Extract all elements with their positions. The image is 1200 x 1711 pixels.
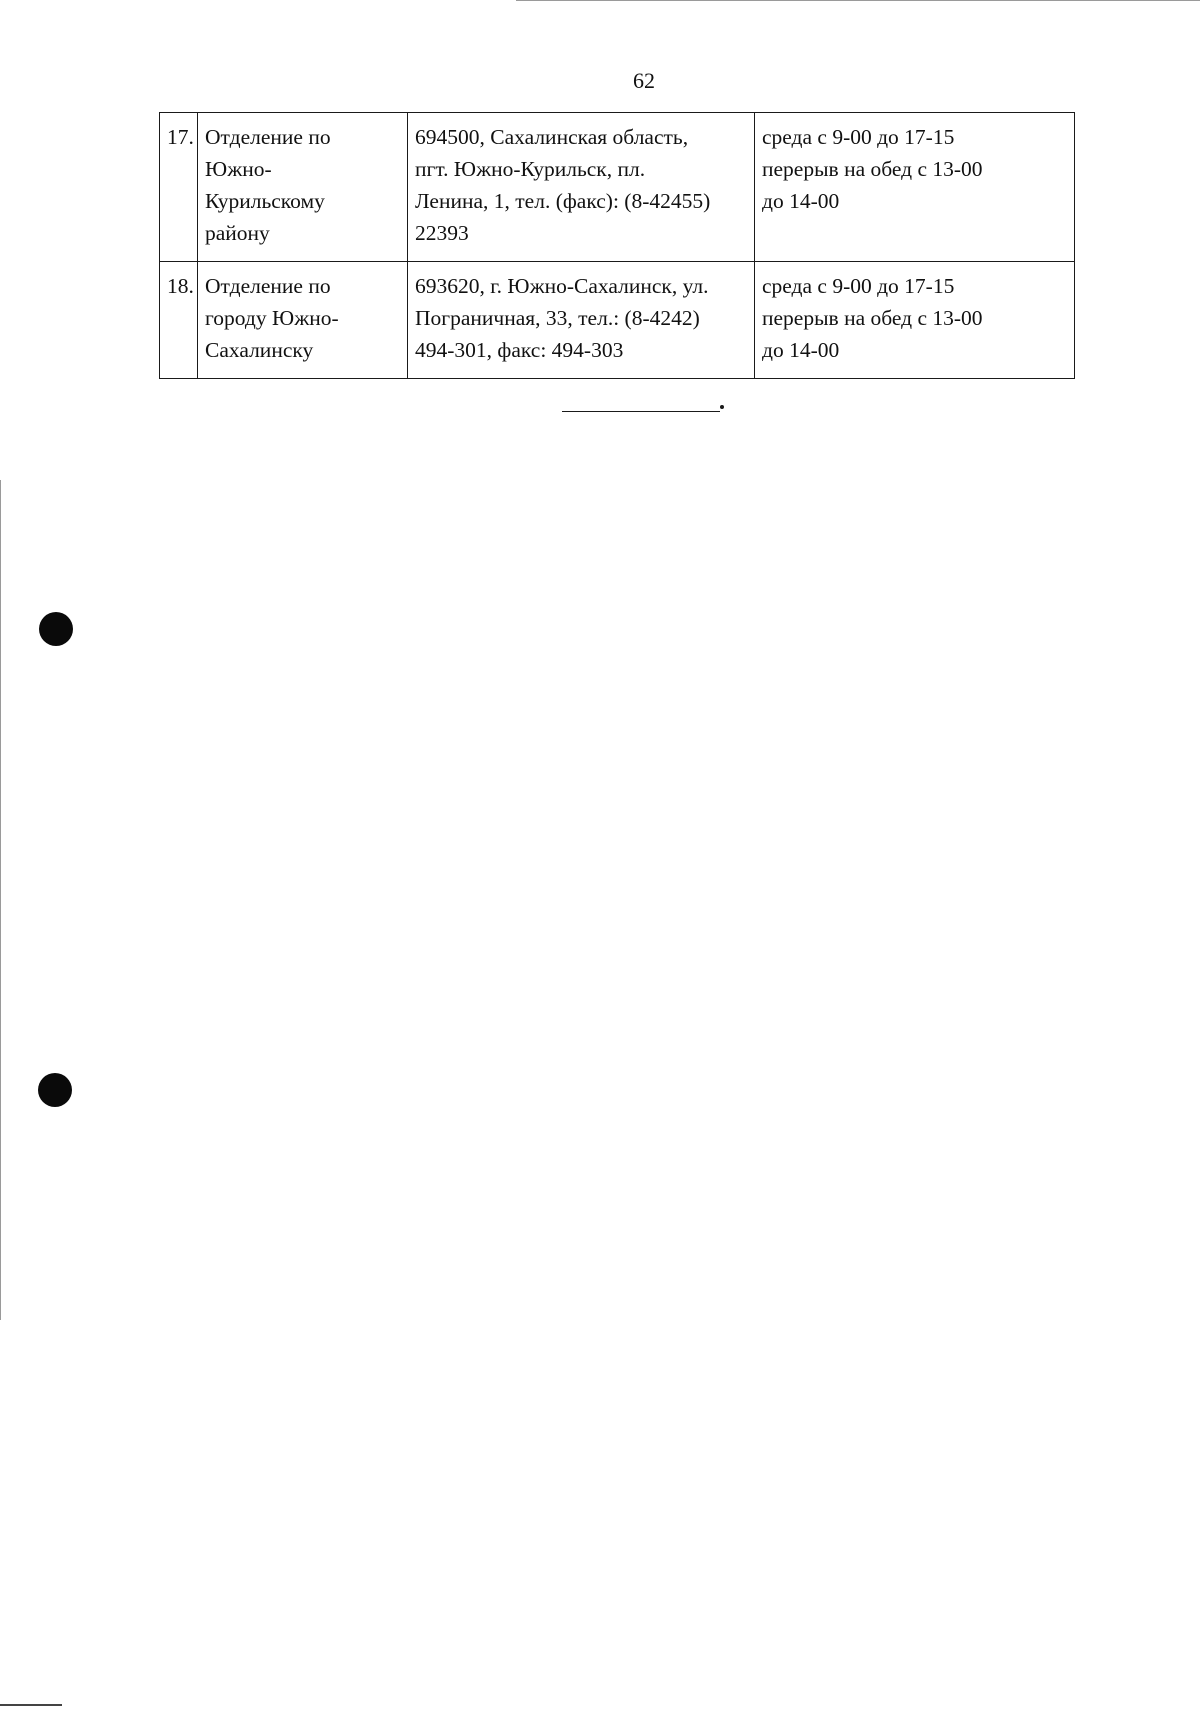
row-number: 18. <box>167 274 194 298</box>
page-number: 62 <box>633 68 655 93</box>
punch-hole <box>39 612 73 646</box>
table-row <box>160 262 1075 379</box>
scan-edge-left <box>0 480 1 1320</box>
scan-edge-bottom <box>0 1704 62 1706</box>
scan-edge-top <box>516 0 1200 1</box>
row-number-cell <box>160 113 198 262</box>
end-mark-dot <box>720 405 724 409</box>
row-number-cell <box>160 262 198 379</box>
office-table <box>159 112 1075 379</box>
office-name: Отделение по Южно- Курильскому району <box>205 125 331 245</box>
office-hours: среда с 9-00 до 17-15 перерыв на обед с 13-00 до 14-00 <box>762 274 983 362</box>
end-of-document-line <box>562 411 720 412</box>
office-name-cell <box>198 113 408 262</box>
office-name: Отделение по городу Южно- Сахалинску <box>205 274 339 362</box>
table-row <box>160 113 1075 262</box>
office-address-cell <box>408 113 755 262</box>
office-address: 694500, Сахалинская область, пгт. Южно-Курильск, пл. Ленина, 1, тел. (факс): (8-42455) 22393 <box>415 125 711 245</box>
row-number: 17. <box>167 125 194 149</box>
office-name-cell <box>198 262 408 379</box>
office-hours: среда с 9-00 до 17-15 перерыв на обед с 13-00 до 14-00 <box>762 125 983 213</box>
office-address: 693620, г. Южно-Сахалинск, ул. Пограничная, 33, тел.: (8-4242) 494-301, факс: 494-303 <box>415 274 709 362</box>
office-hours-cell <box>755 113 1075 262</box>
office-hours-cell <box>755 262 1075 379</box>
punch-hole <box>38 1073 72 1107</box>
office-address-cell <box>408 262 755 379</box>
